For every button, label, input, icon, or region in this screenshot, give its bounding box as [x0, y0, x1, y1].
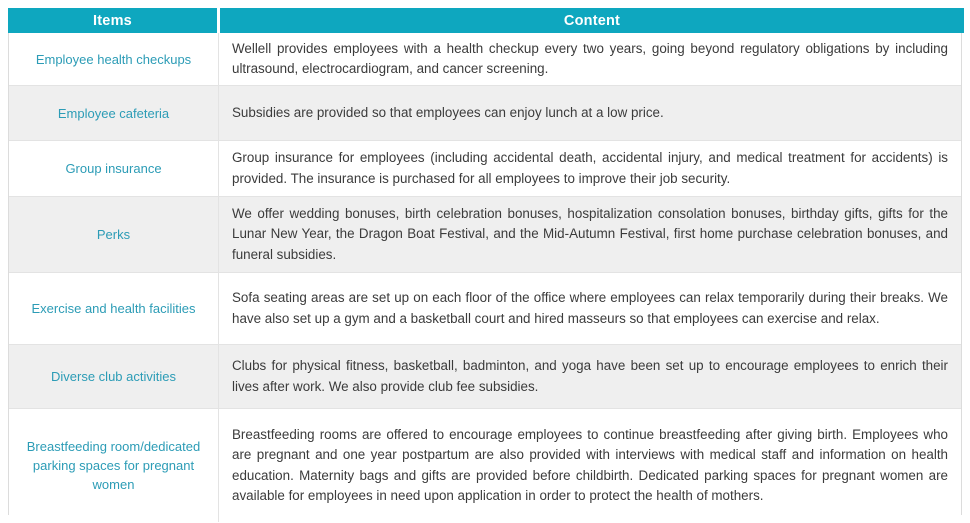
row-content-cell: [219, 141, 961, 196]
row-item-label: Exercise and health facilities: [9, 273, 219, 344]
table-row: [9, 409, 961, 522]
row-item-label: Breastfeeding room/dedicated parking spaces for pregnant women: [9, 409, 219, 522]
row-content-text: We offer wedding bonuses, birth celebration bonuses, hospitalization consolation bonuses, birthday gifts, gifts for the Lunar New Year, the Dragon Boat Festival, and the Mid-Autumn Festival, first home purchase celebration bonuses, and funeral subsidies.: [232, 205, 948, 262]
table-header-row: [8, 8, 964, 33]
table-row: [9, 33, 961, 86]
row-content-cell: [219, 345, 961, 408]
row-item-label: Employee health checkups: [9, 33, 219, 85]
row-content-text: Sofa seating areas are set up on each floor of the office where employees can relax temporarily during their breaks. We have also set up a gym and a basketball court and hired masseurs so that employees can exercise and relax.: [232, 290, 948, 326]
table-row: [9, 273, 961, 345]
row-item-label: Perks: [9, 197, 219, 272]
table-row: [9, 197, 961, 273]
row-item-label: Employee cafeteria: [9, 86, 219, 140]
column-header-content: Content: [220, 8, 964, 33]
row-content-cell: [219, 86, 961, 140]
row-content-text: Wellell provides employees with a health checkup every two years, going beyond regulatory obligations by including ultrasound, electrocardiogram, and cancer screening.: [232, 40, 948, 76]
column-header-items: Items: [8, 8, 217, 33]
benefits-table: [8, 8, 962, 515]
row-item-label: Group insurance: [9, 141, 219, 196]
table-body: [9, 33, 961, 522]
table-row: [9, 86, 961, 141]
table-row: [9, 345, 961, 409]
row-content-cell: [219, 197, 961, 272]
row-content-text: Subsidies are provided so that employees can enjoy lunch at a low price.: [232, 104, 664, 120]
row-content-text: Group insurance for employees (including accidental death, accidental injury, and medical treatment for accidents) is provided. The insurance is purchased for all employees to improve their job security.: [232, 150, 948, 186]
row-content-text: Breastfeeding rooms are offered to encourage employees to continue breastfeeding after giving birth. Employees who are pregnant and one year postpartum are also provided with interviews with medical staff and information on health education. Maternity bags and gifts are provided before childbirth. Dedicated parking spaces for pregnant women are available for employees in need upon application in order to protect the health of mothers.: [232, 426, 948, 503]
row-content-text: Clubs for physical fitness, basketball, badminton, and yoga have been set up to encourage employees to enrich their lives after work. We also provide club fee subsidies.: [232, 358, 948, 394]
row-item-label: Diverse club activities: [9, 345, 219, 408]
row-content-cell: [219, 273, 961, 344]
row-content-cell: [219, 409, 961, 522]
row-content-cell: [219, 33, 961, 85]
table-row: [9, 141, 961, 197]
